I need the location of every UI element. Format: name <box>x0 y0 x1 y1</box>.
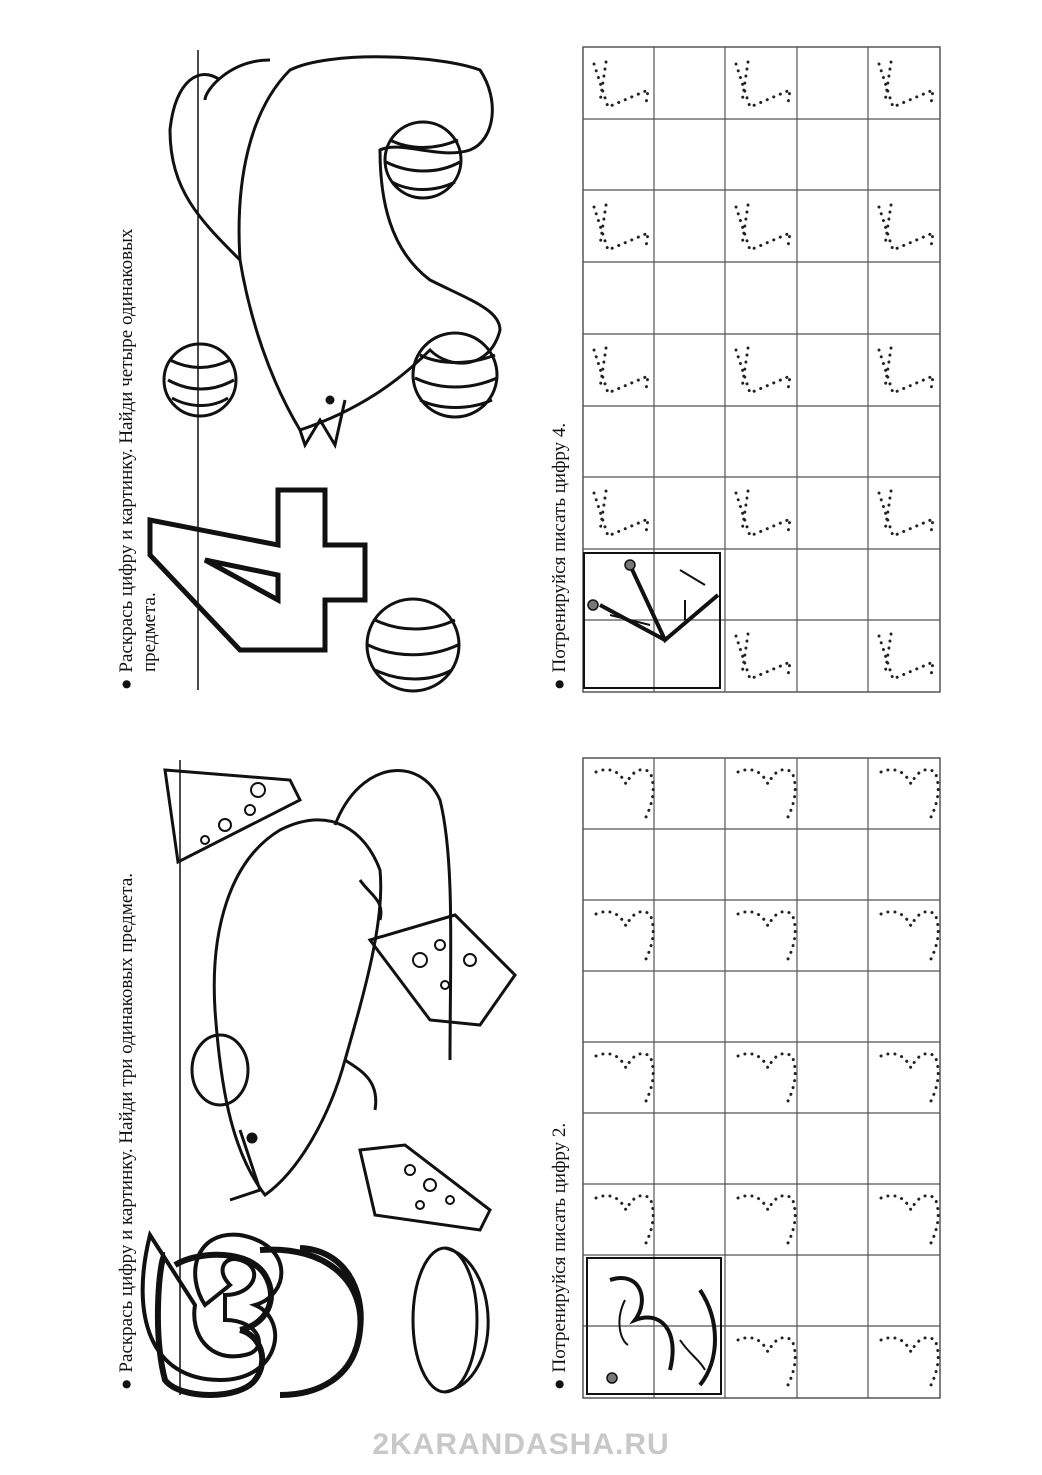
task-practice-four: ●Потренируйся писать цифру 4. <box>549 422 570 690</box>
task-color-four-line1: ●Раскрась цифру и картинку. Найди четыре одинаковых <box>116 228 137 690</box>
bowl-drawing <box>413 1248 488 1392</box>
sample-digit-three <box>607 1278 715 1385</box>
yarn-ball-1 <box>164 344 236 416</box>
big-digit-three <box>143 1235 370 1395</box>
section-four <box>116 47 940 692</box>
yarn-ball-4 <box>367 599 459 691</box>
dotted-digits-three <box>596 770 938 1385</box>
cheese-wedge-middle <box>370 915 515 1025</box>
task-color-four-line2: предмета. <box>139 592 160 672</box>
practice-grid-four <box>583 47 940 692</box>
sample-digit-four <box>588 560 718 640</box>
big-digit-four <box>150 490 365 650</box>
task-color-three: ●Раскрась цифру и картинку. Найди три одинаковых предмета. <box>116 872 137 1390</box>
task-practice-three: ●Потренируйся писать цифру 2. <box>549 1122 570 1390</box>
practice-grid-three <box>583 758 940 1398</box>
dotted-digits-four <box>594 62 933 679</box>
watermark: 2KARANDASHA.RU <box>372 1428 670 1461</box>
cheese-wedge-top <box>165 770 300 862</box>
yarn-ball-2 <box>413 333 497 417</box>
cheese-wedge-bottom <box>360 1145 490 1230</box>
yarn-ball-3 <box>385 122 461 198</box>
section-three <box>116 758 940 1398</box>
